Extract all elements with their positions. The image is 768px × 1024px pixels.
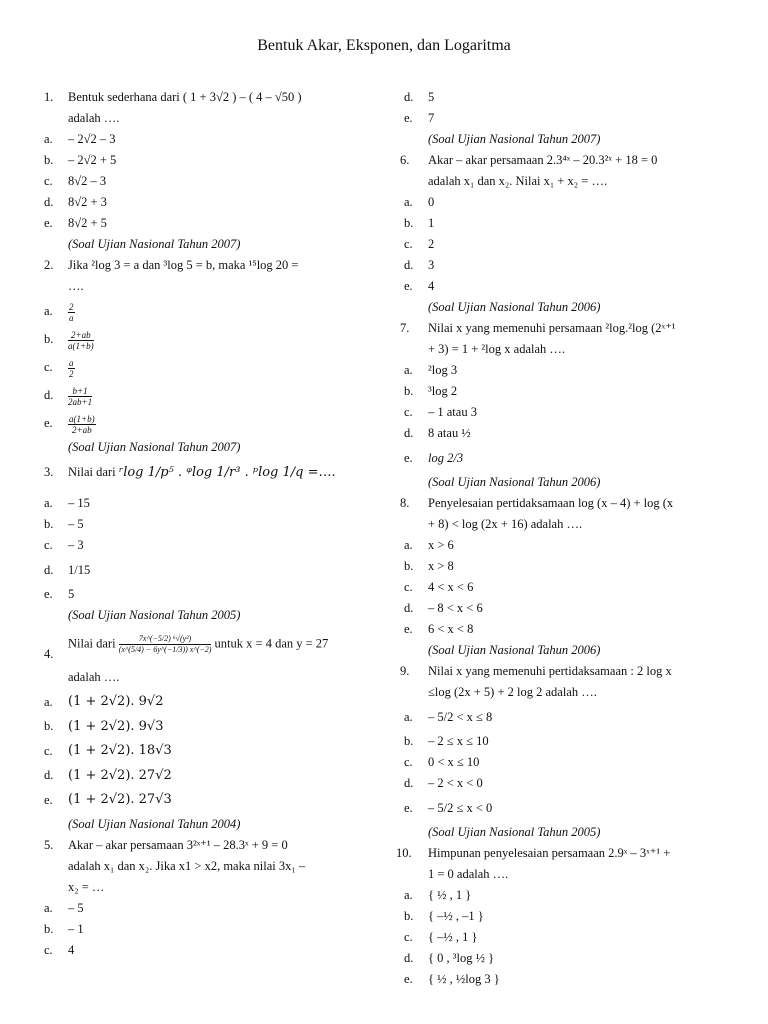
option[interactable]: e. (1 + 2√2). 27√3 [44,792,172,807]
question-7 [400,318,734,360]
question-text-cont: ≤log (2x + 5) + 2 log 2 adalah …. [428,685,597,699]
option[interactable]: b. x > 8 [404,559,454,573]
option[interactable]: a. ²log 3 [404,363,458,377]
right-column [396,87,734,990]
question-source: (Soal Ujian Nasional Tahun 2006) [428,643,601,657]
question-9 [400,661,734,703]
question-text-cont: adalah …. [68,111,120,125]
option[interactable]: e. 4 [404,279,435,293]
options-q5 [44,898,366,961]
left-column [44,87,366,961]
question-source: (Soal Ujian Nasional Tahun 2005) [428,825,601,839]
question-3 [44,462,366,483]
options-q3 [44,493,366,605]
option[interactable]: c. { –½ , 1 } [404,930,478,944]
question-number: 4. [44,647,54,661]
question-text-cont: adalah x₁ dan x₂. Jika x1 > x2, maka nilai 3x₁ – [68,859,306,873]
question-text: Himpunan penyelesaian persamaan 2.9ˣ – 3ˣ⁺¹ + [428,846,671,860]
option[interactable]: b. 1 [404,216,435,230]
fraction: $\frac{b+1}{2ab+1}$ [68,385,93,407]
options-q10 [404,885,734,990]
option[interactable]: b. ³log 2 [404,384,458,398]
option[interactable]: d. 8√2 + 3 [44,195,107,209]
option[interactable]: d. { 0 , ³log ½ } [404,951,495,965]
option[interactable]: a. – 15 [44,496,90,510]
option[interactable]: e. log 2/3 [404,451,464,465]
option[interactable]: b. – 2 ≤ x ≤ 10 [404,734,489,748]
question-2 [44,255,366,297]
option[interactable]: a. – 5 [44,901,84,915]
fraction: $\frac{2}{a}$ [69,301,74,323]
option[interactable]: b. – 1 [44,922,84,936]
question-source: (Soal Ujian Nasional Tahun 2006) [428,300,601,314]
options-q1 [44,129,366,234]
question-text-cont: untuk x = 4 dan y = 27 [214,636,329,651]
option[interactable]: b. – 2√2 + 5 [44,153,117,167]
question-1 [44,87,366,129]
option[interactable]: c. 0 < x ≤ 10 [404,755,480,769]
question-text-cont: + 3) = 1 + ²log x adalah …. [428,342,566,356]
option[interactable]: c. 8√2 – 3 [44,174,107,188]
question-4 [44,634,366,661]
option[interactable]: a. (1 + 2√2). 9√2 [44,694,164,709]
question-source: (Soal Ujian Nasional Tahun 2007) [68,440,241,454]
question-source: (Soal Ujian Nasional Tahun 2007) [428,132,601,146]
question-text-cont: adalah x₁ dan x₂. Nilai x₁ + x₂ = …. [428,174,608,188]
option[interactable]: c. 4 < x < 6 [404,580,474,594]
option[interactable]: a. – 5/2 < x ≤ 8 [404,710,493,724]
option[interactable]: a. 0 [404,195,435,209]
question-4-cont: adalah …. [68,670,120,684]
option[interactable]: b. – 5 [44,517,84,531]
option[interactable]: b. $\frac{2+ab}{a(1+b)}$ [44,329,94,351]
option[interactable]: e. 8√2 + 5 [44,216,107,230]
options-q5-cont [404,87,734,129]
question-number: 1. [44,90,54,104]
question-number: 5. [44,838,54,852]
option[interactable]: c. 2 [404,237,435,251]
question-number: 8. [400,496,410,510]
option[interactable]: d. (1 + 2√2). 27√2 [44,768,172,783]
question-text: Bentuk sederhana dari ( 1 + 3√2 ) – ( 4 – √50 ) [68,90,302,104]
option[interactable]: d. $\frac{b+1}{2ab+1}$ [44,385,93,407]
option[interactable]: d. 8 atau ½ [404,426,471,440]
option[interactable]: b. { –½ , –1 } [404,909,484,923]
question-text-cont: 1 = 0 adalah …. [428,867,509,881]
fraction: $\frac{2+ab}{a(1+b)}$ [68,329,94,351]
question-source: (Soal Ujian Nasional Tahun 2004) [68,817,241,831]
question-number: 10. [396,846,412,860]
option[interactable]: d. 3 [404,258,435,272]
option[interactable]: a. $\frac{2}{a}$ [44,301,74,323]
question-text: Nilai dari [68,465,116,479]
option[interactable]: c. $\frac{a}{2}$ [44,357,74,379]
question-8 [400,493,734,535]
option[interactable]: d. – 2 < x < 0 [404,776,483,790]
question-source: (Soal Ujian Nasional Tahun 2005) [68,608,241,622]
options-q8 [404,535,734,640]
question-6 [400,150,734,192]
option[interactable]: c. – 1 atau 3 [404,405,477,419]
option[interactable]: c. 4 [44,943,75,957]
question-text-cont: + 8) < log (2x + 16) adalah …. [428,517,583,531]
question-number: 7. [400,321,410,335]
question-source: (Soal Ujian Nasional Tahun 2007) [68,237,241,251]
question-text-cont: …. [68,279,84,293]
question-text: Akar – akar persamaan 3²ˣ⁺¹ – 28.3ˣ + 9 = 0 [68,838,288,852]
fraction: $\frac{a}{2}$ [69,357,74,379]
option[interactable]: e. 6 < x < 8 [404,622,474,636]
question-text: Akar – akar persamaan 2.3⁴ˣ – 20.3²ˣ + 18 = 0 [428,153,658,167]
option[interactable]: d. 1/15 [44,563,91,577]
option[interactable]: d. 5 [404,90,435,104]
option[interactable]: c. – 3 [44,538,84,552]
option[interactable]: a. x > 6 [404,538,454,552]
question-number: 3. [44,465,54,479]
option[interactable]: a. – 2√2 – 3 [44,132,116,146]
option[interactable]: e. { ½ , ½log 3 } [404,972,500,986]
question-text: Jika ²log 3 = a dan ³log 5 = b, maka ¹⁵log 20 = [68,258,299,272]
question-number: 6. [400,153,410,167]
question-text: Penyelesaian pertidaksamaan log (x – 4) + log (x [428,496,674,510]
page-title: Bentuk Akar, Eksponen, dan Logaritma [257,37,511,54]
math-expression: ʳlog 1/p⁵ . ᵠlog 1/r³ . ᵖlog 1/q =…. [118,465,336,480]
question-text: Nilai x yang memenuhi pertidaksamaan : 2 log x [428,664,672,678]
question-source: (Soal Ujian Nasional Tahun 2006) [428,475,601,489]
option[interactable]: e. 5 [44,587,75,601]
question-text-cont: x₂ = … [68,880,105,894]
options-q9 [404,703,734,822]
options-q4 [44,688,366,814]
option[interactable]: c. (1 + 2√2). 18√3 [44,743,172,758]
option[interactable]: a. { ½ , 1 } [404,888,472,902]
option[interactable]: e. – 5/2 ≤ x < 0 [404,801,493,815]
option[interactable]: e. 7 [404,111,435,125]
fraction-expression: $\frac{\text{7x\textasciicircum{}(−5/2) ⁶√(y³)}}{(x\^{}(5/4) - 6y\^{}(-1/3)) x\^{}(-2)}$ [118,634,212,654]
question-text: Nilai dari [68,636,116,651]
option[interactable]: e. $\frac{a(1+b)}{2+ab}$ [44,413,95,435]
question-10 [396,843,734,885]
option[interactable]: d. – 8 < x < 6 [404,601,483,615]
question-number: 9. [400,664,410,678]
options-q2 [44,297,366,437]
options-q7 [404,360,734,472]
option[interactable]: b. (1 + 2√2). 9√3 [44,719,164,734]
question-number: 2. [44,258,54,272]
question-text: Nilai x yang memenuhi persamaan ²log.²log (2ˣ⁺¹ [428,321,676,335]
fraction: $\frac{a(1+b)}{2+ab}$ [69,413,95,435]
options-q6 [404,192,734,297]
question-5 [44,835,366,898]
